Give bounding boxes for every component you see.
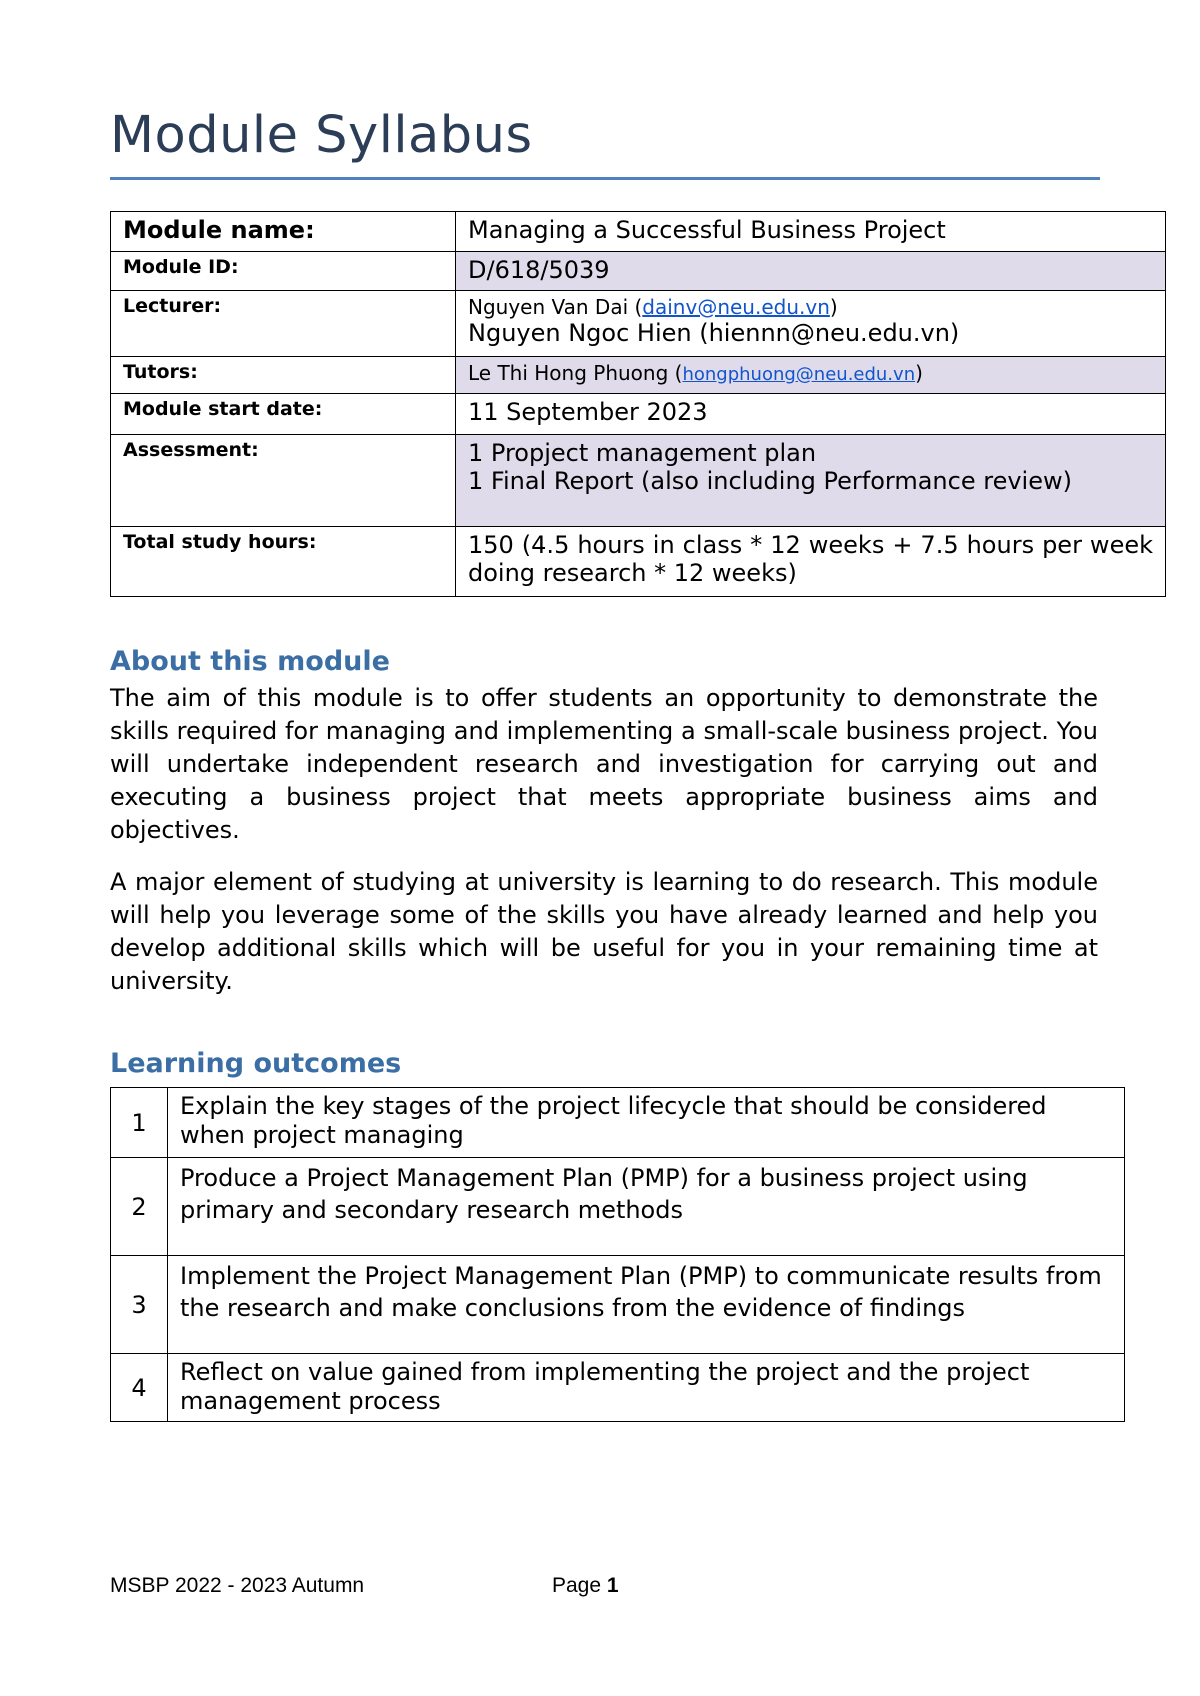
row-assessment [111, 435, 1166, 527]
assessment-line-2: 1 Final Report (also including Performance review) [468, 467, 1072, 495]
tutor-name: Le Thi Hong Phuong ( [468, 361, 683, 385]
row-tutors [111, 357, 1166, 394]
row-study-hours [111, 527, 1166, 597]
footer-page-value: 1 [606, 1574, 619, 1597]
assessment-line-1: 1 Propject management plan [468, 439, 817, 467]
outcome-row [111, 1256, 1125, 1354]
module-name-value: Managing a Successful Business Project [456, 212, 1166, 252]
tutors-label: Tutors: [111, 357, 456, 394]
lecturer-label: Lecturer: [111, 291, 456, 357]
module-id-value: D/618/5039 [456, 252, 1166, 291]
row-module-id [111, 252, 1166, 291]
tutors-value [456, 357, 1166, 394]
lecturer-1-email-link[interactable]: dainv@neu.edu.vn [642, 295, 830, 319]
lecturer-value [456, 291, 1166, 357]
lecturer-1-name: Nguyen Van Dai ( [468, 295, 643, 319]
row-module-name [111, 212, 1166, 252]
outcome-number: 2 [111, 1158, 168, 1256]
tutor-email-link[interactable]: hongphuong@neu.edu.vn [682, 364, 916, 385]
outcome-row [111, 1158, 1125, 1256]
lecturer-line-2: Nguyen Ngoc Hien (hiennn@neu.edu.vn) [468, 319, 960, 347]
module-name-label: Module name: [111, 212, 456, 252]
start-date-value: 11 September 2023 [456, 394, 1166, 435]
outcome-text: Reflect on value gained from implementing the project and the project management process [168, 1354, 1125, 1422]
lecturer-line-1 [468, 295, 1153, 319]
row-start-date [111, 394, 1166, 435]
outcome-number: 3 [111, 1256, 168, 1354]
outcome-row [111, 1088, 1125, 1158]
footer-course-label: MSBP 2022 - 2023 Autumn [110, 1574, 365, 1597]
assessment-label: Assessment: [111, 435, 456, 527]
outcome-text: Produce a Project Management Plan (PMP) for a business project using primary and secondary research methods [168, 1158, 1125, 1256]
lecturer-1-close: ) [829, 295, 838, 319]
row-lecturer [111, 291, 1166, 357]
study-hours-value: 150 (4.5 hours in class * 12 weeks + 7.5 hours per week doing research * 12 weeks) [456, 527, 1166, 597]
about-heading: About this module [110, 646, 390, 677]
outcome-row [111, 1354, 1125, 1422]
tutor-close: ) [915, 361, 923, 385]
outcome-number: 4 [111, 1354, 168, 1422]
outcome-text: Explain the key stages of the project lifecycle that should be considered when project managing [168, 1088, 1125, 1158]
assessment-value [456, 435, 1166, 527]
module-info-table [110, 211, 1166, 597]
outcome-number: 1 [111, 1088, 168, 1158]
start-date-label: Module start date: [111, 394, 456, 435]
about-paragraph-1: The aim of this module is to offer students an opportunity to demonstrate the skills required for managing and implementing a small-scale business project. You will undertake independent research and investigation for carrying out and executing a business project that meets appropriate business aims and objectives. [110, 684, 1098, 844]
module-id-label: Module ID: [111, 252, 456, 291]
learning-outcomes-table [110, 1087, 1125, 1422]
page-title: Module Syllabus [110, 106, 533, 165]
learning-outcomes-heading: Learning outcomes [110, 1048, 402, 1079]
footer-page-label: Page [552, 1574, 607, 1597]
footer-page-number [552, 1574, 619, 1598]
study-hours-label: Total study hours: [111, 527, 456, 597]
about-paragraph-2: A major element of studying at university is learning to do research. This module will help you leverage some of the skills you have already learned and help you develop additional skills which will be useful for you in your remaining time at university. [110, 868, 1098, 995]
title-underline [110, 177, 1100, 180]
outcome-text: Implement the Project Management Plan (PMP) to communicate results from the research and make conclusions from the evidence of findings [168, 1256, 1125, 1354]
